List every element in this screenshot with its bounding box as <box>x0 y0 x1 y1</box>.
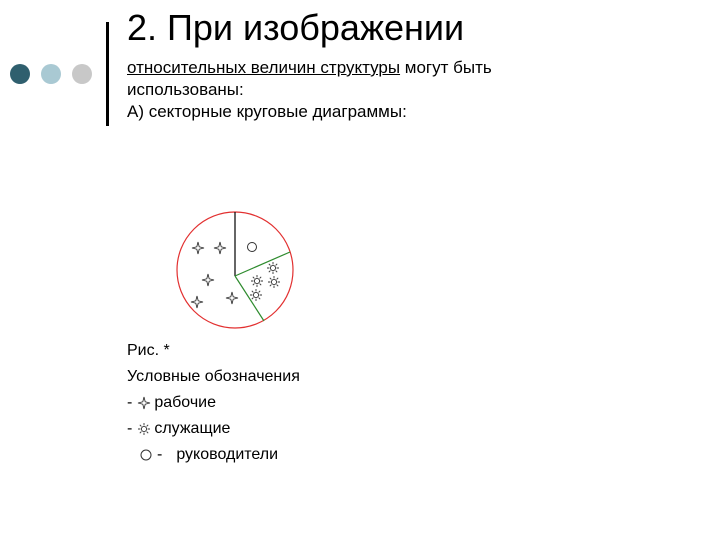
worker-icon <box>226 292 238 304</box>
vertical-divider <box>106 22 109 126</box>
dot-dark <box>10 64 30 84</box>
star-four-point-icon <box>136 395 152 411</box>
slide-body <box>127 57 687 123</box>
legend-dash: - <box>127 420 133 437</box>
worker-icon <box>214 242 226 254</box>
worker-icon <box>191 296 203 308</box>
legend-employees-label: служащие <box>154 420 231 437</box>
legend <box>127 338 300 468</box>
legend-managers <box>127 442 300 468</box>
legend-dash: - <box>157 446 163 463</box>
decorative-dots <box>10 64 92 84</box>
slide-title: 2. При изображении <box>127 7 465 48</box>
body-line-2: использованы: <box>127 80 244 99</box>
body-line1-rest: могут быть <box>400 58 492 77</box>
body-line-3: А) секторные круговые диаграммы: <box>127 102 407 121</box>
legend-workers-label: рабочие <box>154 394 217 411</box>
worker-icon <box>192 242 204 254</box>
dot-gray <box>72 64 92 84</box>
employee-icon <box>267 262 279 274</box>
circle-icon <box>137 447 155 463</box>
sun-icon <box>136 421 152 437</box>
figure-label: Рис. * <box>127 342 170 359</box>
worker-icon <box>202 274 214 286</box>
employee-icon <box>268 276 280 288</box>
legend-managers-label: руководители <box>176 446 279 463</box>
employee-icon <box>250 289 262 301</box>
manager-icon <box>248 243 257 252</box>
employee-icon <box>251 275 263 287</box>
dot-light <box>41 64 61 84</box>
legend-workers <box>127 390 300 416</box>
legend-dash: - <box>127 394 133 411</box>
body-line-1 <box>127 57 687 79</box>
legend-heading: Условные обозначения <box>127 368 300 385</box>
body-underlined: относительных величин структуры <box>127 58 401 77</box>
legend-employees <box>127 416 300 442</box>
divider-right <box>235 252 290 276</box>
pie-diagram <box>170 205 302 335</box>
